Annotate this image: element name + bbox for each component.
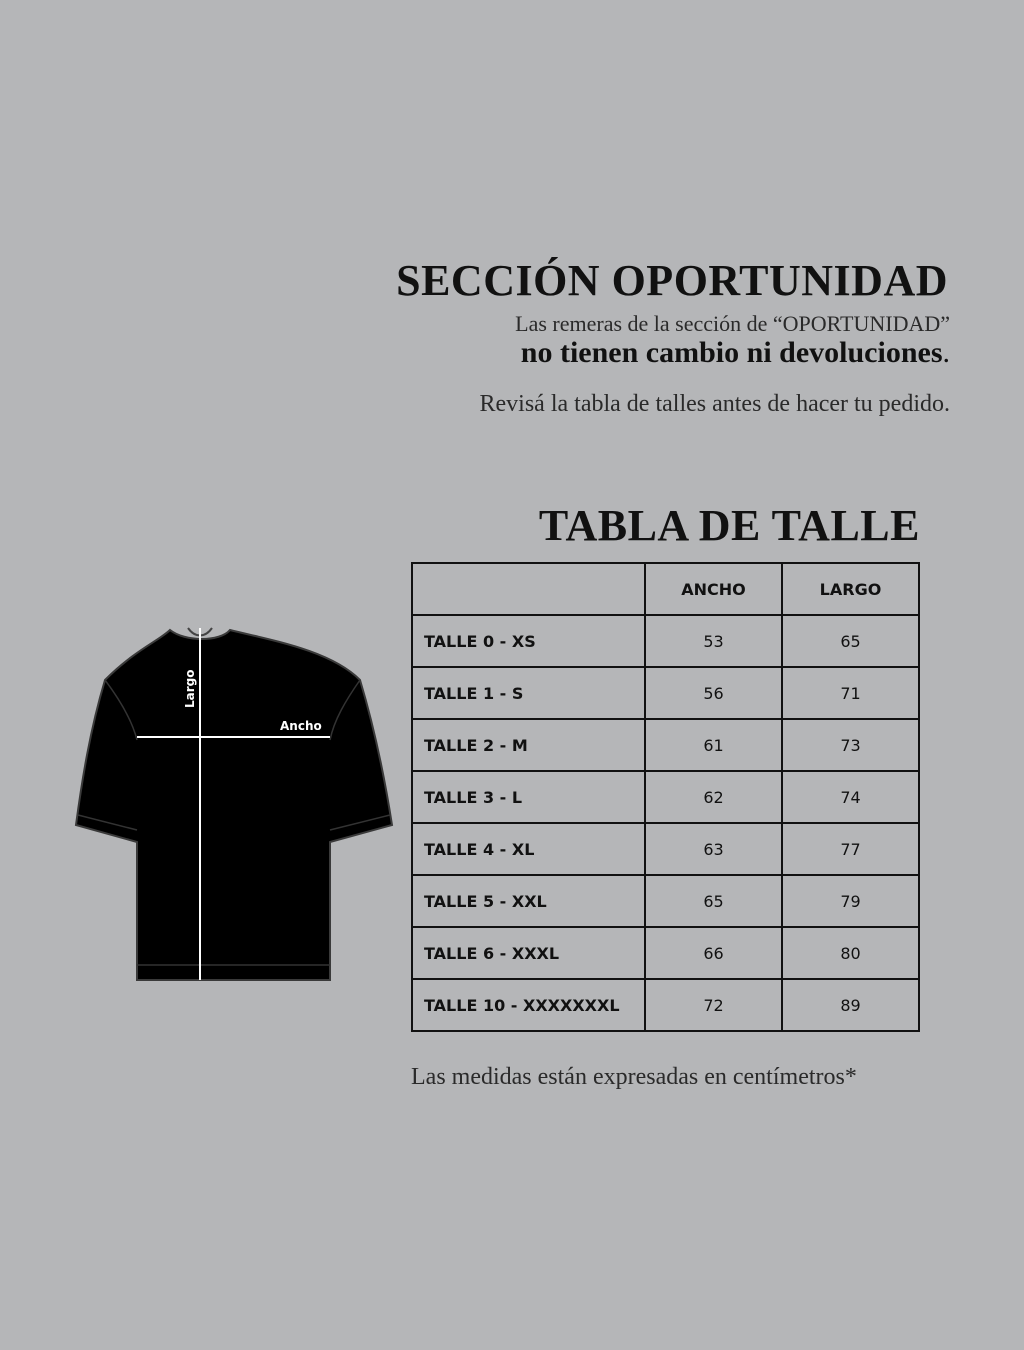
tshirt-body xyxy=(76,630,392,980)
table-header-empty xyxy=(412,563,645,615)
largo-value: 74 xyxy=(782,771,919,823)
largo-value: 73 xyxy=(782,719,919,771)
notice-line-2 xyxy=(521,336,950,370)
size-label: TALLE 4 - XL xyxy=(412,823,645,875)
tshirt-icon xyxy=(70,620,400,990)
page-title: SECCIÓN OPORTUNIDAD xyxy=(396,256,948,305)
size-label: TALLE 1 - S xyxy=(412,667,645,719)
table-row xyxy=(412,875,919,927)
notice-bold-text: no tienen cambio ni devoluciones xyxy=(520,336,943,369)
ancho-value: 65 xyxy=(645,875,782,927)
size-table xyxy=(411,562,920,1032)
size-label: TALLE 0 - XS xyxy=(412,615,645,667)
table-row xyxy=(412,771,919,823)
ancho-value: 63 xyxy=(645,823,782,875)
size-label: TALLE 5 - XXL xyxy=(412,875,645,927)
largo-value: 89 xyxy=(782,979,919,1031)
table-row xyxy=(412,979,919,1031)
size-label: TALLE 6 - XXXL xyxy=(412,927,645,979)
table-row xyxy=(412,927,919,979)
column-header-largo: LARGO xyxy=(782,563,919,615)
largo-value: 65 xyxy=(782,615,919,667)
ancho-value: 53 xyxy=(645,615,782,667)
size-label: TALLE 10 - XXXXXXXL xyxy=(412,979,645,1031)
table-row xyxy=(412,719,919,771)
ancho-value: 56 xyxy=(645,667,782,719)
largo-value: 79 xyxy=(782,875,919,927)
ancho-value: 66 xyxy=(645,927,782,979)
size-label: TALLE 3 - L xyxy=(412,771,645,823)
column-header-ancho: ANCHO xyxy=(645,563,782,615)
largo-value: 71 xyxy=(782,667,919,719)
table-row xyxy=(412,615,919,667)
ancho-value: 62 xyxy=(645,771,782,823)
largo-value: 80 xyxy=(782,927,919,979)
table-header-row xyxy=(412,563,919,615)
ancho-value: 72 xyxy=(645,979,782,1031)
notice-line-3: Revisá la tabla de talles antes de hacer tu pedido. xyxy=(479,391,950,417)
ancho-value: 61 xyxy=(645,719,782,771)
footnote: Las medidas están expresadas en centímetros* xyxy=(411,1064,857,1090)
largo-value: 77 xyxy=(782,823,919,875)
table-row xyxy=(412,667,919,719)
largo-label: Largo xyxy=(183,669,197,708)
size-label: TALLE 2 - M xyxy=(412,719,645,771)
ancho-label: Ancho xyxy=(280,719,322,733)
notice-period: . xyxy=(942,336,950,369)
table-row xyxy=(412,823,919,875)
notice-line-1: Las remeras de la sección de “OPORTUNIDAD” xyxy=(515,311,950,336)
table-title: TABLA DE TALLE xyxy=(538,501,920,550)
